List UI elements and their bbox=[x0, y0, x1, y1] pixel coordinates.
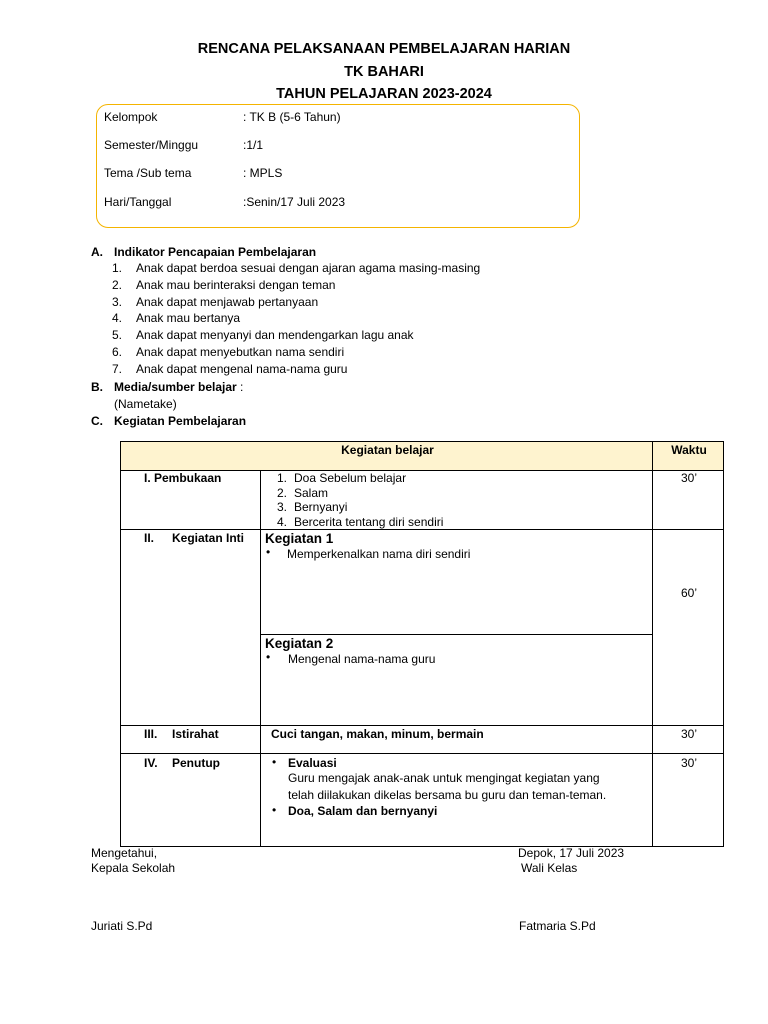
title-line-2: TK BAHARI bbox=[344, 63, 424, 80]
penutup-number: IV. bbox=[144, 756, 158, 770]
section-b-content: (Nametake) bbox=[114, 397, 177, 411]
sign-left-line-1: Mengetahui, bbox=[91, 846, 158, 860]
document-title bbox=[0, 38, 768, 106]
list-item-number: 2. bbox=[277, 485, 288, 500]
inti-waktu-cell bbox=[652, 529, 724, 726]
istirahat-content-cell bbox=[260, 725, 653, 754]
penutup-content-cell bbox=[260, 753, 653, 847]
evaluasi-line-2: telah diilakukan dikelas bersama bu guru dan teman-teman. bbox=[288, 788, 607, 802]
list-item-number: 7. bbox=[112, 361, 123, 376]
list-item-number: 4. bbox=[277, 515, 288, 530]
penutup-label: Penutup bbox=[172, 756, 220, 770]
kegiatan-1-title: Kegiatan 1 bbox=[265, 531, 334, 546]
tema-label: Tema /Sub tema bbox=[104, 166, 192, 180]
list-item-number: 6. bbox=[112, 344, 123, 359]
list-item-number: 3. bbox=[112, 294, 123, 309]
header-waktu: Waktu bbox=[671, 443, 707, 457]
penutup-waktu: 30’ bbox=[680, 756, 697, 770]
kegiatan-2-cell bbox=[260, 634, 653, 726]
kegiatan-1-item: Memperkenalkan nama diri sendiri bbox=[287, 547, 471, 561]
bullet-icon: • bbox=[272, 803, 277, 817]
pembukaan-label-cell bbox=[120, 470, 261, 530]
istirahat-label-cell bbox=[120, 725, 261, 754]
pembukaan-content-cell bbox=[260, 470, 653, 530]
hari-label: Hari/Tanggal bbox=[104, 195, 172, 209]
list-item-text: Salam bbox=[294, 485, 329, 500]
info-box bbox=[96, 104, 580, 228]
list-item-text: Bercerita tentang diri sendiri bbox=[294, 515, 444, 530]
kelompok-label: Kelompok bbox=[104, 110, 158, 124]
list-item-text: Anak dapat menjawab pertanyaan bbox=[136, 294, 319, 309]
istirahat-number: III. bbox=[144, 727, 158, 741]
list-item-number: 1. bbox=[112, 261, 123, 275]
kelompok-value: : TK B (5-6 Tahun) bbox=[243, 110, 341, 124]
list-item-text: Anak dapat berdoa sesuai dengan ajaran agama masing-masing bbox=[136, 261, 481, 275]
pembukaan-waktu: 30’ bbox=[680, 471, 697, 485]
inti-waktu: 60’ bbox=[680, 586, 697, 600]
doa-item: Doa, Salam dan bernyanyi bbox=[288, 804, 438, 818]
header-kegiatan-cell bbox=[120, 441, 653, 471]
istirahat-waktu: 30’ bbox=[680, 727, 697, 741]
list-item-text: Anak dapat menyanyi dan mendengarkan lagu anak bbox=[136, 328, 414, 343]
list-item-number: 1. bbox=[277, 471, 288, 485]
section-b-colon: : bbox=[236, 380, 244, 394]
bullet-icon: • bbox=[266, 650, 271, 664]
header-waktu-cell bbox=[652, 441, 724, 471]
list-item-number: 3. bbox=[277, 500, 288, 515]
penutup-label-cell bbox=[120, 753, 261, 847]
penutup-waktu-cell bbox=[652, 753, 724, 847]
bullet-icon: • bbox=[272, 755, 277, 769]
semester-label: Semester/Minggu bbox=[104, 138, 199, 152]
kegiatan-2-item: Mengenal nama-nama guru bbox=[288, 652, 436, 666]
list-item-number: 2. bbox=[112, 277, 123, 292]
semester-value: :1/1 bbox=[243, 138, 264, 152]
istirahat-waktu-cell bbox=[652, 725, 724, 754]
tema-value: : MPLS bbox=[243, 166, 283, 180]
list-item-text: Bernyanyi bbox=[294, 500, 348, 515]
section-b-title-wrap bbox=[114, 380, 243, 394]
inti-label-cell bbox=[120, 529, 261, 726]
header-kegiatan: Kegiatan belajar bbox=[341, 443, 434, 457]
activity-table bbox=[120, 441, 724, 847]
istirahat-label: Istirahat bbox=[172, 727, 219, 741]
inti-label: Kegiatan Inti bbox=[172, 531, 245, 545]
bullet-icon: • bbox=[266, 545, 271, 559]
hari-value: :Senin/17 Juli 2023 bbox=[243, 195, 346, 209]
sign-left-line-2: Kepala Sekolah bbox=[91, 861, 176, 875]
pembukaan-label: I. Pembukaan bbox=[144, 471, 222, 485]
section-c-title: Kegiatan Pembelajaran bbox=[114, 414, 247, 428]
kegiatan-1-cell bbox=[260, 529, 653, 635]
sign-right-name: Fatmaria S.Pd bbox=[519, 919, 596, 933]
section-a-letter: A. bbox=[91, 245, 103, 259]
list-item-number: 4. bbox=[112, 311, 123, 326]
section-b-title: Media/sumber belajar bbox=[114, 380, 237, 394]
sign-right-line-1: Depok, 17 Juli 2023 bbox=[518, 846, 625, 860]
evaluasi-title: Evaluasi bbox=[288, 756, 337, 770]
evaluasi-line-1: Guru mengajak anak-anak untuk mengingat kegiatan yang bbox=[288, 771, 600, 785]
title-line-1: RENCANA PELAKSANAAN PEMBELAJARAN HARIAN bbox=[197, 41, 571, 57]
pembukaan-waktu-cell bbox=[652, 470, 724, 530]
list-item-text: Anak mau bertanya bbox=[136, 311, 241, 326]
section-a-title: Indikator Pencapaian Pembelajaran bbox=[114, 245, 317, 259]
list-item-number: 5. bbox=[112, 328, 123, 343]
list-item-text: Doa Sebelum belajar bbox=[294, 471, 407, 485]
list-item-text: Anak dapat mengenal nama-nama guru bbox=[136, 361, 348, 376]
istirahat-content: Cuci tangan, makan, minum, bermain bbox=[271, 727, 484, 741]
list-item-text: Anak dapat menyebutkan nama sendiri bbox=[136, 344, 345, 359]
sign-left-name: Juriati S.Pd bbox=[91, 919, 153, 933]
sign-right-line-2: Wali Kelas bbox=[521, 861, 578, 875]
kegiatan-2-title: Kegiatan 2 bbox=[265, 636, 334, 651]
list-item-text: Anak mau berinteraksi dengan teman bbox=[136, 277, 336, 292]
section-b-letter: B. bbox=[91, 380, 103, 394]
title-line-3: TAHUN PELAJARAN 2023-2024 bbox=[276, 86, 492, 102]
inti-number: II. bbox=[144, 531, 155, 545]
section-c-letter: C. bbox=[91, 414, 103, 428]
